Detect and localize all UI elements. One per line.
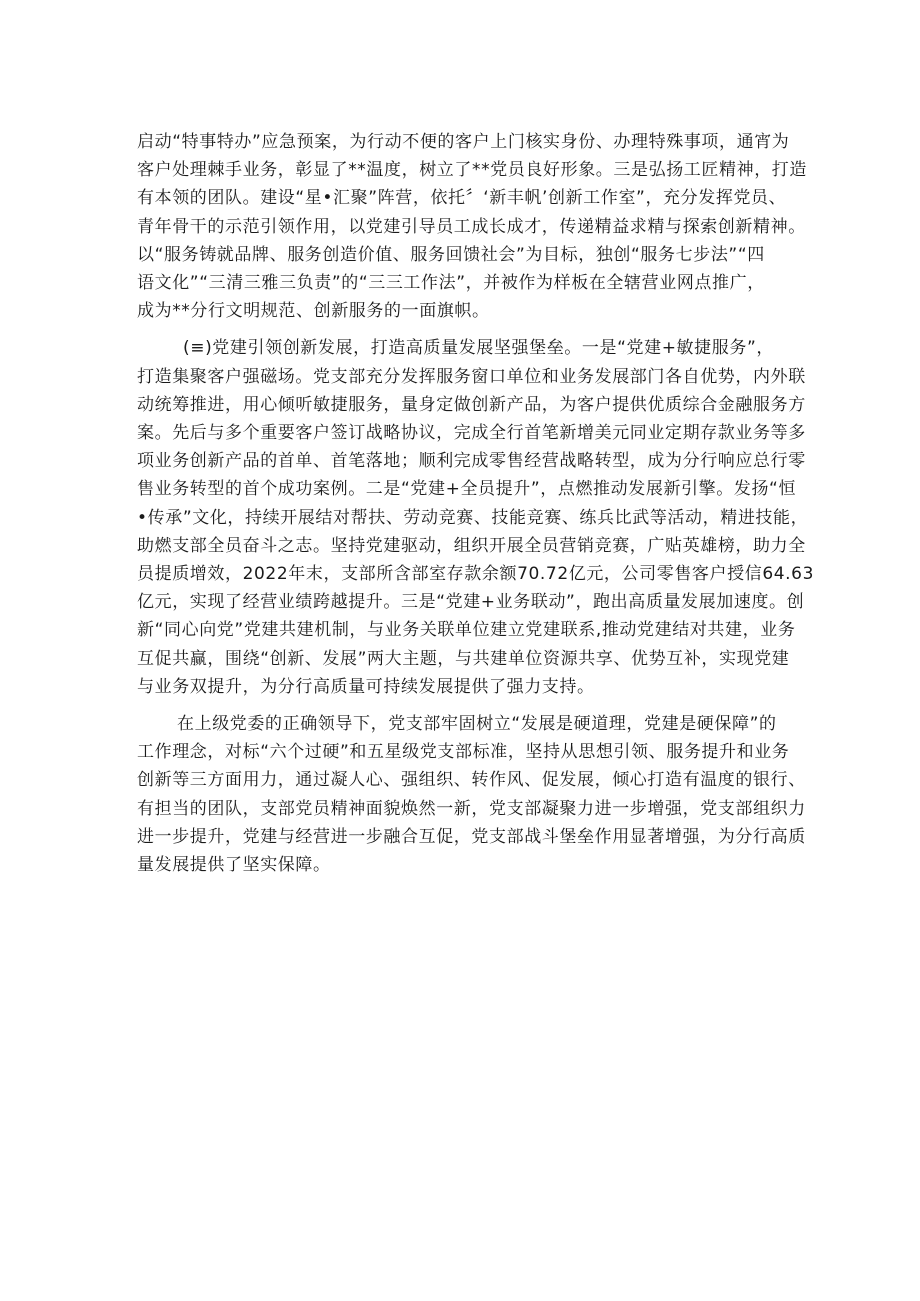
text-line: 青年骨干的示范引领作用，以党建引导员工成长成才，传递精益求精与探索创新精神。 <box>137 216 806 237</box>
text-line: 语文化”“三清三雅三负责”的“三三工作法”，并被作为样板在全辖营业网点推广， <box>137 273 765 294</box>
text-line: 互促共赢，围绕“创新、发展”两大主题，与共建单位资源共享、优势互补，实现党建 <box>137 648 790 669</box>
text-line: 与业务双提升，为分行高质量可持续发展提供了强力支持。 <box>137 676 595 697</box>
text-line: 售业务转型的首个成功案例。二是“党建+全员提升”，点燃推动发展新引擎。发扬“恒 <box>137 479 797 500</box>
paragraph-service-craftsmanship <box>137 128 807 325</box>
text-line: 以“服务铸就品牌、服务创造价值、服务回馈社会”为目标，独创“服务七步法”“四 <box>137 244 765 265</box>
text-line: 动统筹推进，用心倾听敏捷服务，量身定做创新产品，为客户提供优质综合金融服务方 <box>137 394 806 415</box>
text-line-indented: 在上级党委的正确领导下，党支部牢固树立“发展是硬道理，党建是硬保障”的 <box>177 714 777 735</box>
text-line: 工作理念，对标“六个过硬”和五星级党支部标准，坚持从思想引领、服务提升和业务 <box>137 742 790 763</box>
paragraph-innovation-development <box>137 334 814 701</box>
text-line: 新“同心向党”党建共建机制，与业务关联单位建立党建联系,推动党建结对共建，业务 <box>137 620 796 641</box>
text-line: 进一步提升，党建与经营进一步融合互促，党支部战斗堡垒作用显著增强，为分行高质 <box>137 826 806 847</box>
text-line: 项业务创新产品的首单、首笔落地；顺利完成零售经营战略转型，成为分行响应总行零 <box>137 451 806 472</box>
paragraph-conclusion <box>137 710 806 879</box>
text-line: 案。先后与多个重要客户签订战略协议，完成全行首笔新增美元同业定期存款业务等多 <box>137 423 806 444</box>
document-page <box>137 128 814 879</box>
text-line: 有本领的团队。建设“星•汇聚”阵营，依托〞‘新丰帆’创新工作室”，充分发挥党员、 <box>137 188 787 209</box>
text-line: 创新等三方面用力，通过凝人心、强组织、转作风、促发展，倾心打造有温度的银行、 <box>137 770 806 791</box>
text-line: •传承”文化，持续开展结对帮扶、劳动竞赛、技能竞赛、练兵比武等活动，精进技能， <box>137 507 809 528</box>
text-line-indented: (≡)党建引领创新发展，打造高质量发展坚强堡垒。一是“党建+敏捷服务”， <box>183 338 774 359</box>
text-line: 助燃支部全员奋斗之志。坚持党建驱动，组织开展全员营销竞赛，广贴英雄榜，助力全 <box>137 535 806 556</box>
text-line: 亿元，实现了经营业绩跨越提升。三是“党建+业务联动”，跑出高质量发展加速度。创 <box>137 592 805 613</box>
text-line: 客户处理棘手业务，彰显了**温度，树立了**党员良好形象。三是弘扬工匠精神，打造 <box>137 160 807 181</box>
text-line: 有担当的团队，支部党员精神面貌焕然一新，党支部凝聚力进一步增强，党支部组织力 <box>137 798 806 819</box>
text-line: 启动“特事特办”应急预案，为行动不便的客户上门核实身份、办理特殊事项，通宵为 <box>137 132 790 152</box>
text-line: 打造集聚客户强磁场。党支部充分发挥服务窗口单位和业务发展部门各自优势，内外联 <box>137 366 806 387</box>
text-line: 量发展提供了坚实保障。 <box>137 855 331 876</box>
text-line: 员提质增效，2022年末，支部所含部室存款余额70.72亿元，公司零售客户授信64.63 <box>137 564 814 585</box>
text-line: 成为**分行文明规范、创新服务的一面旗帜。 <box>137 301 490 322</box>
